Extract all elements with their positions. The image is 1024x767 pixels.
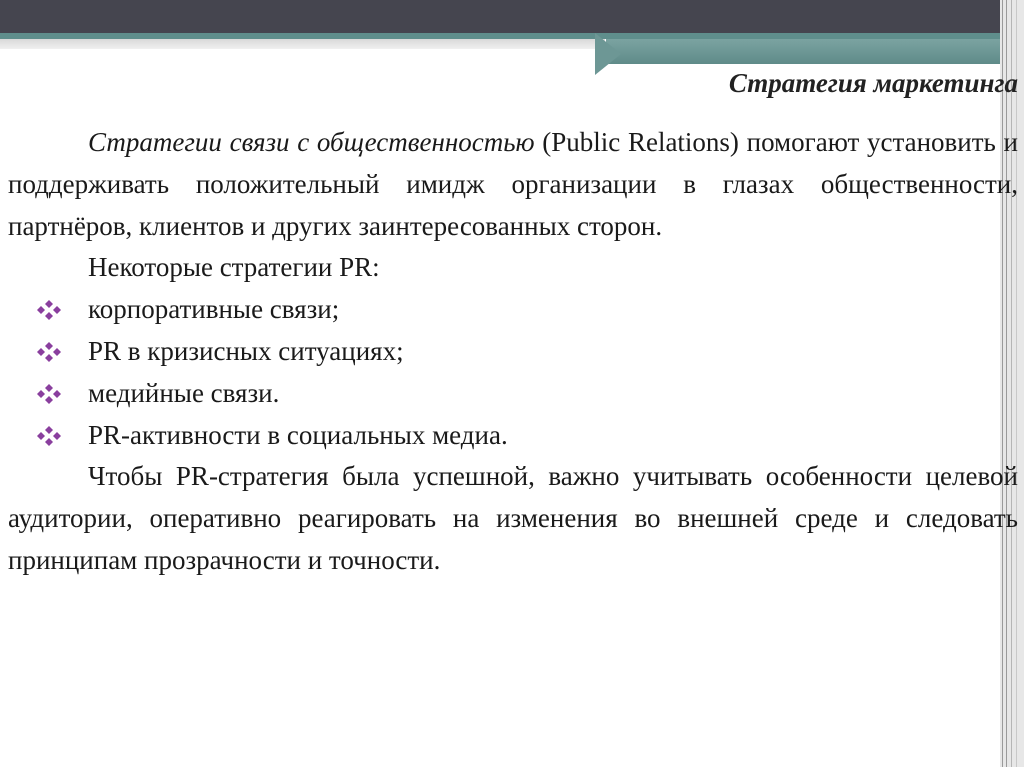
list-item — [8, 415, 1018, 457]
list-heading: Некоторые стратегии PR: — [88, 252, 380, 283]
four-diamond-bullet-icon — [36, 299, 62, 321]
list-item — [8, 289, 1018, 331]
intro-text: (Public Relations) помогают установить и поддерживать положительный имидж организации в глазах общественности, партнёров, клиентов и других заинтересованных сторон. — [8, 127, 1018, 241]
list-item — [8, 373, 1018, 415]
four-diamond-bullet-icon — [36, 341, 62, 363]
intro-italic-phrase: Стратегии связи с общественностью — [88, 127, 535, 157]
list-item — [8, 331, 1018, 373]
header-band — [0, 0, 1024, 33]
slide-title: Стратегия маркетинга — [728, 68, 1018, 98]
strategy-list — [8, 289, 1018, 456]
header-teal-band — [606, 39, 1000, 64]
list-item-text: корпоративные связи; — [88, 294, 340, 325]
list-item-text: медийные связи. — [88, 377, 280, 408]
four-diamond-bullet-icon — [36, 383, 62, 405]
list-item-text: PR-активности в социальных медиа. — [88, 419, 508, 450]
four-diamond-bullet-icon — [36, 425, 62, 447]
conclusion-paragraph: Чтобы PR-стратегия была успешной, важно учитывать особенности целевой аудитории, оперативно реагировать на изменения во внешней среде и следовать принципам прозрачности и точности. — [8, 461, 1018, 575]
intro-paragraph — [8, 122, 1018, 247]
slide-body — [8, 122, 1018, 582]
list-item-text: PR в кризисных ситуациях; — [88, 335, 404, 366]
header-gray-stripe — [0, 39, 605, 49]
